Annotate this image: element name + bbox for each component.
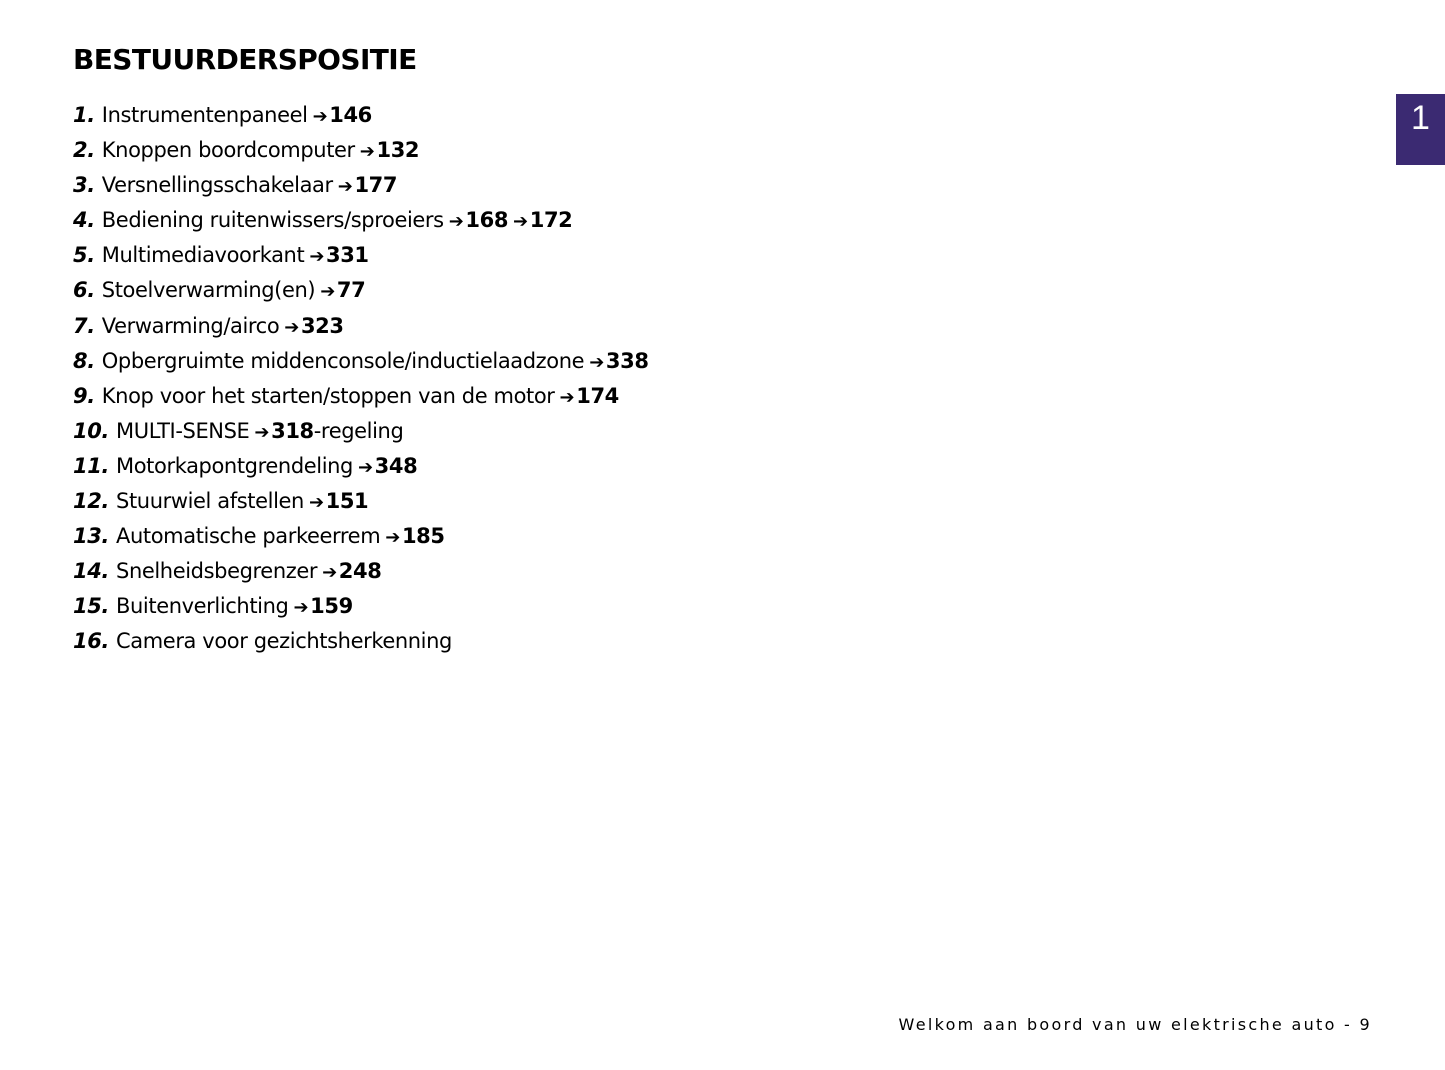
item-number: 11. <box>73 453 110 478</box>
page-reference-link[interactable]: 132 <box>376 138 420 163</box>
list-item <box>73 98 649 133</box>
list-item <box>73 168 649 203</box>
item-number: 4. <box>73 208 95 233</box>
page-reference-link[interactable]: 159 <box>310 594 353 619</box>
chapter-tab[interactable] <box>1396 94 1445 165</box>
item-label: Multimediavoorkant <box>101 243 305 268</box>
arrow-right-icon: ➔ <box>448 211 464 233</box>
item-label: Motorkapontgrendeling <box>116 453 353 478</box>
arrow-right-icon: ➔ <box>254 421 270 443</box>
arrow-right-icon: ➔ <box>309 246 324 268</box>
list-item <box>73 624 649 659</box>
arrow-right-icon: ➔ <box>337 176 353 198</box>
arrow-right-icon: ➔ <box>357 456 373 478</box>
page-reference-link[interactable]: 248 <box>338 559 382 584</box>
arrow-right-icon: ➔ <box>284 316 299 338</box>
item-number: 13. <box>73 524 110 549</box>
list-item <box>73 519 649 554</box>
arrow-right-icon: ➔ <box>559 386 575 408</box>
item-number: 2. <box>73 138 95 163</box>
arrow-right-icon: ➔ <box>312 106 328 127</box>
list-item <box>73 589 649 624</box>
list-item <box>73 414 649 449</box>
page-reference-link[interactable]: 77 <box>336 278 366 303</box>
item-number: 9. <box>73 383 95 408</box>
item-suffix: -regeling <box>313 418 404 443</box>
item-number: 10. <box>73 418 110 443</box>
page-reference-link[interactable]: 331 <box>326 243 369 268</box>
item-label: Instrumentenpaneel <box>101 103 308 127</box>
list-item <box>73 203 649 238</box>
item-number: 7. <box>73 313 95 338</box>
page-reference-link[interactable]: 151 <box>325 489 369 514</box>
item-number: 5. <box>73 243 95 268</box>
chapter-number: 1 <box>1411 99 1430 137</box>
page-reference-link[interactable]: 348 <box>374 453 418 478</box>
page-reference-link[interactable]: 318 <box>271 418 314 443</box>
item-number: 15. <box>73 594 110 619</box>
item-label: Automatische parkeerrem <box>116 524 381 549</box>
item-label: Stuurwiel afstellen <box>116 489 304 514</box>
arrow-right-icon: ➔ <box>513 211 528 233</box>
list-item <box>73 449 649 484</box>
arrow-right-icon: ➔ <box>385 527 400 549</box>
arrow-right-icon: ➔ <box>308 492 324 514</box>
page-reference-link[interactable]: 146 <box>329 103 372 127</box>
list-item <box>73 554 649 589</box>
item-label: Snelheidsbegrenzer <box>116 559 318 584</box>
item-number: 3. <box>73 173 95 198</box>
page-reference-link[interactable]: 168 <box>465 208 509 233</box>
page-title: BESTUURDERSPOSITIE <box>73 43 417 76</box>
page-reference-link[interactable]: 338 <box>605 348 649 373</box>
page-reference-link[interactable]: 174 <box>576 383 619 408</box>
item-label: Bediening ruitenwissers/sproeiers <box>101 208 444 233</box>
arrow-right-icon: ➔ <box>359 141 375 163</box>
list-item <box>73 484 649 519</box>
item-label: Versnellingsschakelaar <box>101 173 333 198</box>
page-footer: Welkom aan boord van uw elektrische auto - 9 <box>898 1015 1372 1034</box>
list-item <box>73 273 649 308</box>
list-item <box>73 379 649 414</box>
list-item <box>73 344 649 379</box>
item-label: Camera voor gezichtsherkenning <box>116 629 452 654</box>
item-number: 1. <box>73 103 95 127</box>
list-item <box>73 133 649 168</box>
item-number: 6. <box>73 278 95 303</box>
item-label: Verwarming/airco <box>101 313 280 338</box>
arrow-right-icon: ➔ <box>322 562 337 584</box>
page-reference-link[interactable]: 323 <box>300 313 344 338</box>
item-number: 8. <box>73 348 95 373</box>
arrow-right-icon: ➔ <box>293 597 309 619</box>
item-label: Buitenverlichting <box>116 594 289 619</box>
item-number: 16. <box>73 629 110 654</box>
item-label: Opbergruimte middenconsole/inductielaadzone <box>101 348 585 373</box>
item-label: Knop voor het starten/stoppen van de motor <box>101 383 555 408</box>
arrow-right-icon: ➔ <box>589 351 604 373</box>
control-list <box>73 98 649 660</box>
list-item <box>73 238 649 273</box>
item-label: Knoppen boordcomputer <box>101 138 355 163</box>
arrow-right-icon: ➔ <box>320 281 335 303</box>
item-number: 14. <box>73 559 110 584</box>
item-number: 12. <box>73 489 110 514</box>
list-item <box>73 309 649 344</box>
page-reference-link[interactable]: 185 <box>401 524 445 549</box>
page-reference-link[interactable]: 177 <box>354 173 398 198</box>
page-reference-link[interactable]: 172 <box>529 208 573 233</box>
item-label: MULTI-SENSE <box>116 418 250 443</box>
item-label: Stoelverwarming(en) <box>101 278 316 303</box>
